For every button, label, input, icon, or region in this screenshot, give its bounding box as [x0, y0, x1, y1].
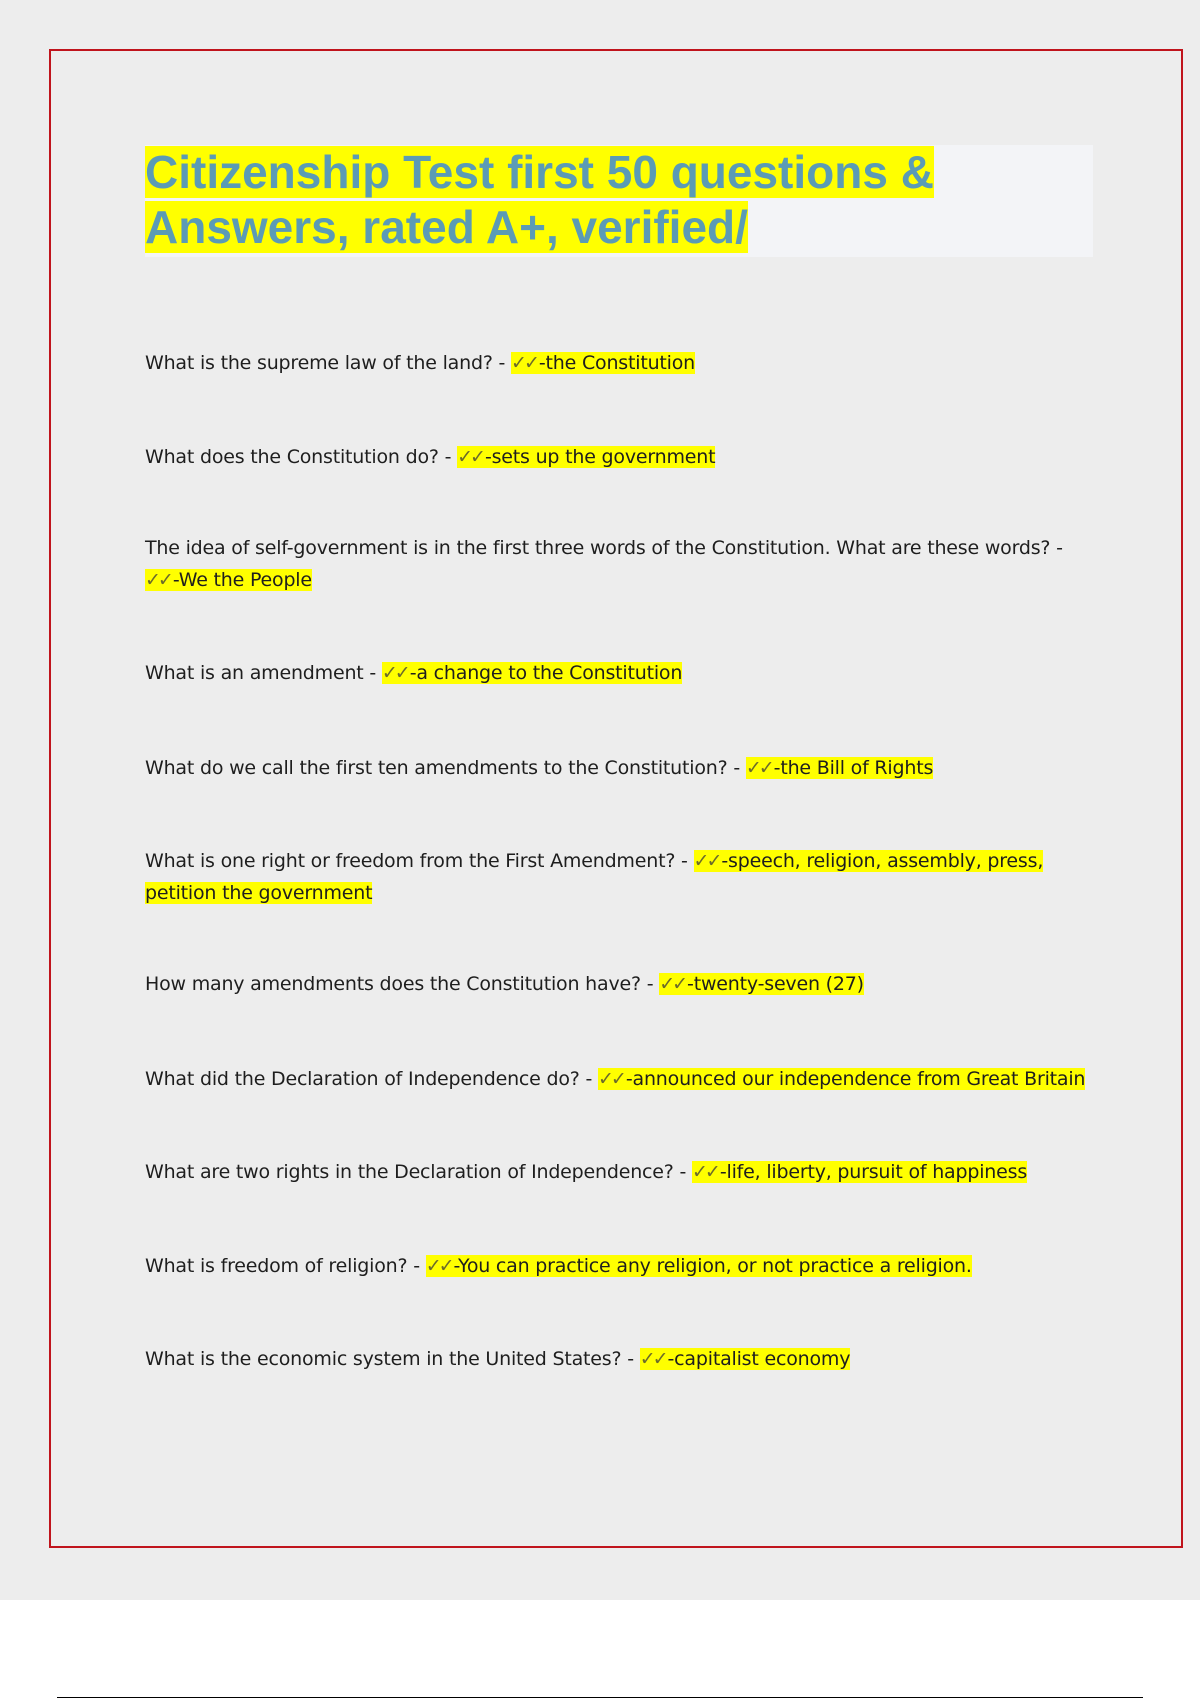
answer-value: -You can practice any religion, or not practice a religion.	[453, 1255, 972, 1277]
double-check-icon: ✓✓	[745, 757, 772, 779]
question-text: What is the supreme law of the land? -	[145, 352, 512, 374]
answer-value: -the Bill of Rights	[773, 757, 934, 779]
title-line-1: Citizenship Test first 50 questions &	[145, 146, 934, 198]
double-check-icon: ✓✓	[693, 850, 720, 872]
answer-value: -sets up the government	[484, 446, 716, 468]
answer-value: -life, liberty, pursuit of happiness	[719, 1161, 1028, 1183]
qa-item	[145, 1343, 1095, 1375]
qa-item	[145, 657, 1095, 689]
double-check-icon: ✓✓	[511, 352, 537, 374]
question-text: What is an amendment -	[145, 662, 382, 684]
qa-item	[145, 752, 1095, 784]
double-check-icon: ✓✓	[457, 446, 483, 468]
answer-text	[598, 1068, 1085, 1090]
double-check-icon: ✓✓	[659, 973, 686, 995]
answer-text	[457, 446, 715, 468]
title-block	[145, 145, 1093, 257]
answer-value: -announced our independence from Great Britain	[625, 1068, 1086, 1090]
qa-item	[145, 441, 1095, 473]
question-text: What are two rights in the Declaration of Independence? -	[145, 1161, 693, 1183]
footer-divider	[57, 1697, 1143, 1698]
double-check-icon: ✓✓	[639, 1348, 666, 1370]
question-text: What did the Declaration of Independence do? -	[145, 1068, 599, 1090]
answer-value: -We the People	[172, 569, 312, 591]
double-check-icon: ✓✓	[598, 1068, 624, 1090]
answer-text	[692, 1161, 1027, 1183]
qa-item	[145, 1063, 1095, 1095]
double-check-icon: ✓✓	[381, 662, 408, 684]
answer-value: -capitalist economy	[667, 1348, 851, 1370]
qa-item	[145, 968, 1095, 1000]
answer-value: -twenty-seven (27)	[687, 973, 864, 995]
qa-item	[145, 1250, 1095, 1282]
question-text: The idea of self-government is in the first three words of the Constitution. What are these words? -	[145, 537, 1063, 559]
answer-text	[145, 569, 312, 591]
answer-value: -a change to the Constitution	[409, 662, 683, 684]
answer-text	[511, 352, 695, 374]
double-check-icon: ✓✓	[145, 569, 171, 591]
qa-item	[145, 532, 1095, 596]
document-title	[145, 145, 1093, 255]
page-border	[49, 49, 1183, 1548]
qa-item	[145, 1156, 1095, 1188]
answer-text	[426, 1255, 972, 1277]
question-text: What is one right or freedom from the First Amendment? -	[145, 850, 694, 872]
question-text: What does the Constitution do? -	[145, 446, 458, 468]
question-text: What do we call the first ten amendments to the Constitution? -	[145, 757, 746, 779]
answer-text	[382, 662, 682, 684]
qa-item	[145, 845, 1095, 909]
question-text: What is the economic system in the United States? -	[145, 1348, 640, 1370]
double-check-icon: ✓✓	[425, 1255, 452, 1277]
question-text: How many amendments does the Constitution have? -	[145, 973, 660, 995]
answer-text	[640, 1348, 851, 1370]
answer-text	[659, 973, 864, 995]
question-text: What is freedom of religion? -	[145, 1255, 426, 1277]
answer-value: -the Constitution	[538, 352, 696, 374]
qa-item	[145, 347, 1095, 379]
answer-value: -speech, religion, assembly, press, petition the government	[145, 850, 1044, 904]
answer-text	[746, 757, 933, 779]
double-check-icon: ✓✓	[692, 1161, 718, 1183]
title-line-2: Answers, rated A+, verified/	[145, 201, 748, 253]
